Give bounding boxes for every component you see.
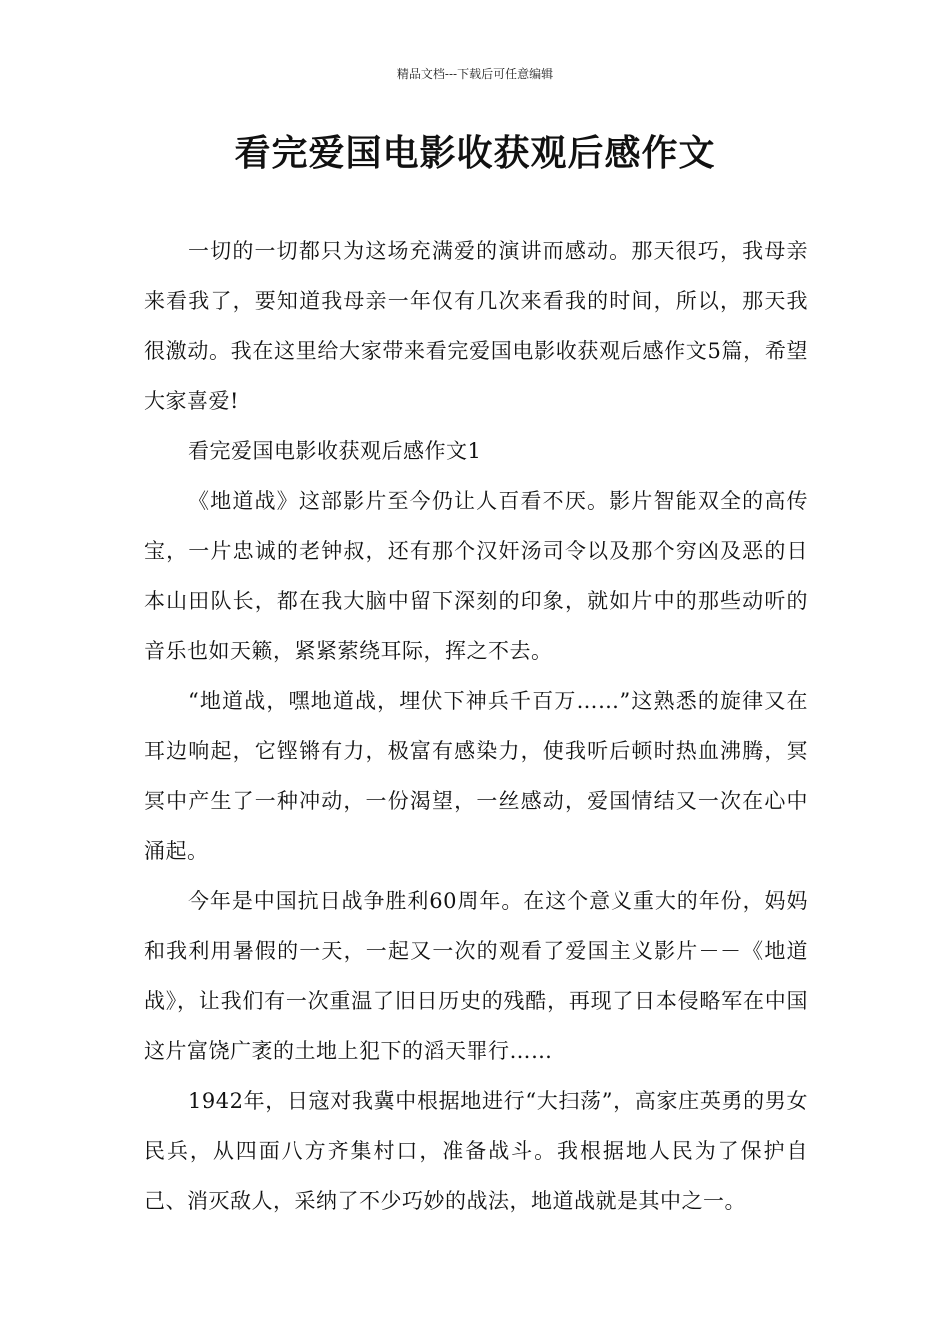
header-note: 精品文档---下载后可任意编辑 [396,67,554,81]
section-heading: 看完爱国电影收获观后感作文1 [188,439,482,463]
paragraph: 今年是中国抗日战争胜利60周年。在这个意义重大的年份，妈妈和我利用暑假的一天，一起又一次的观看了爱国主义影片－－《地道战》，让我们有一次重温了旧日历史的残酷，再现了日本侵略军在中国这片富饶广袤的土地上犯下的滔天罪行…… [144,889,808,1063]
document-body [144,226,808,1226]
paragraph: 1942年，日寇对我冀中根据地进行“大扫荡”，高家庄英勇的男女民兵，从四面八方齐集村口，准备战斗。我根据地人民为了保护自己、消灭敌人，采纳了不少巧妙的战法，地道战就是其中之一。 [144,1089,808,1213]
paragraph: “地道战，嘿地道战，埋伏下神兵千百万……”这熟悉的旋律又在耳边响起，它铿锵有力，极富有感染力，使我听后顿时热血沸腾，冥冥中产生了一种冲动，一份渴望，一丝感动，爱国情结又一次在心中涌起。 [144,689,808,863]
paragraph: 《地道战》这部影片至今仍让人百看不厌。影片智能双全的高传宝，一片忠诚的老钟叔，还有那个汉奸汤司令以及那个穷凶及恶的日本山田队长，都在我大脑中留下深刻的印象，就如片中的那些动听的音乐也如天籁，紧紧萦绕耳际，挥之不去。 [144,489,808,663]
document-title: 看完爱国电影收获观后感作文 [234,132,716,174]
paragraph-intro: 一切的一切都只为这场充满爱的演讲而感动。那天很巧，我母亲来看我了，要知道我母亲一年仅有几次来看我的时间，所以，那天我很激动。我在这里给大家带来看完爱国电影收获观后感作文5篇，希望大家喜爱! [144,239,808,413]
